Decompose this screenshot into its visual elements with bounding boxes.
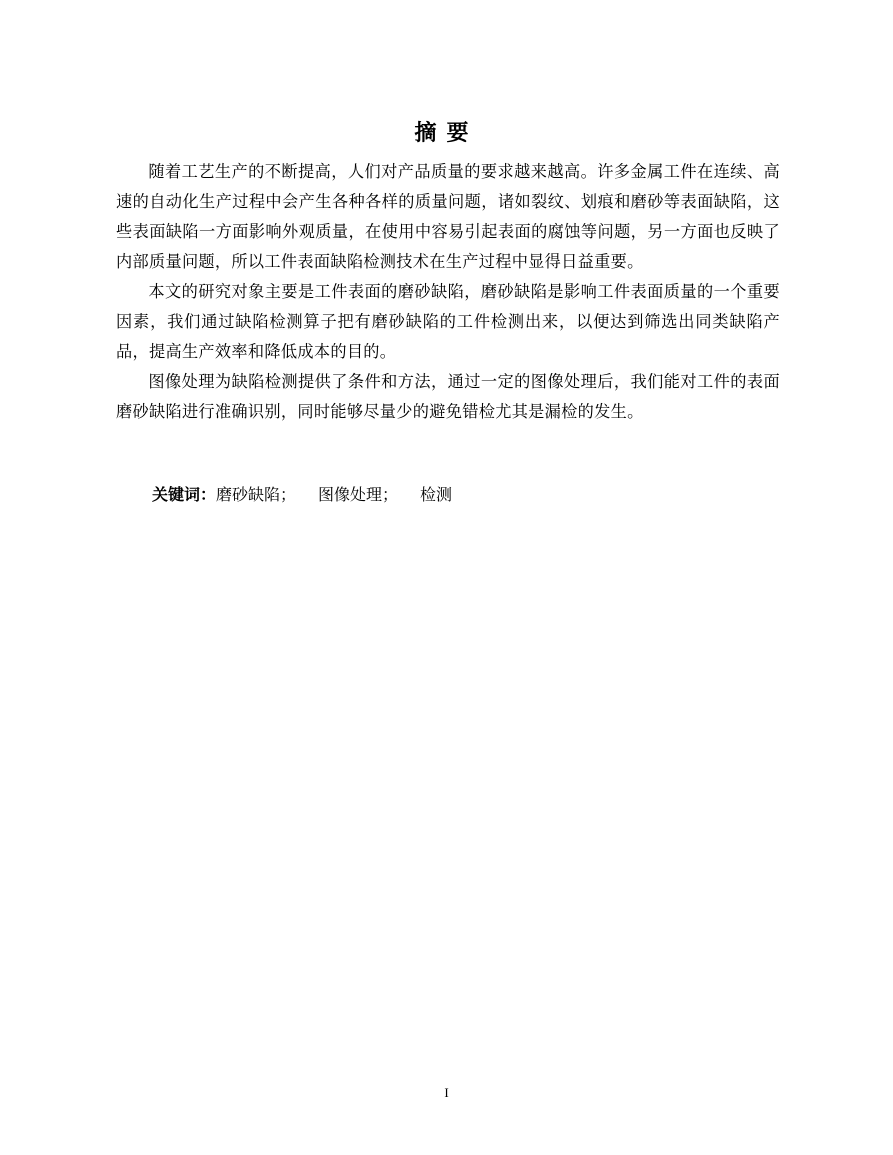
abstract-paragraph-2: 本文的研究对象主要是工件表面的磨砂缺陷，磨砂缺陷是影响工件表面质量的一个重要因素，我们通过缺陷检测算子把有磨砂缺陷的工件检测出来，以便达到筛选出同类缺陷产品，提高生产效率和降低成本的目的。 (116, 282, 780, 361)
keyword-item: 磨砂缺陷； (216, 485, 297, 504)
abstract-paragraph-1: 随着工艺生产的不断提高，人们对产品质量的要求越来越高。许多金属工件在连续、高速的自动化生产过程中会产生各种各样的质量问题，诸如裂纹、划痕和磨砂等表面缺陷，这些表面缺陷一方面影响外观质量，在使用中容易引起表面的腐蚀等问题，另一方面也反映了内部质量问题，所以工件表面缺陷检测技术在生产过程中显得日益重要。 (116, 162, 780, 271)
abstract-body (116, 157, 780, 427)
abstract-paragraph-3: 图像处理为缺陷检测提供了条件和方法，通过一定的图像处理后，我们能对工件的表面磨砂缺陷进行准确识别，同时能够尽量少的避免错检尤其是漏检的发生。 (116, 372, 780, 421)
keywords-label: 关键词： (152, 485, 217, 504)
abstract-title: 摘要 (414, 121, 479, 146)
keyword-item: 检测 (420, 485, 453, 504)
page-number: I (444, 1085, 449, 1100)
keywords-line (152, 481, 452, 509)
keyword-item: 图像处理； (318, 485, 399, 504)
